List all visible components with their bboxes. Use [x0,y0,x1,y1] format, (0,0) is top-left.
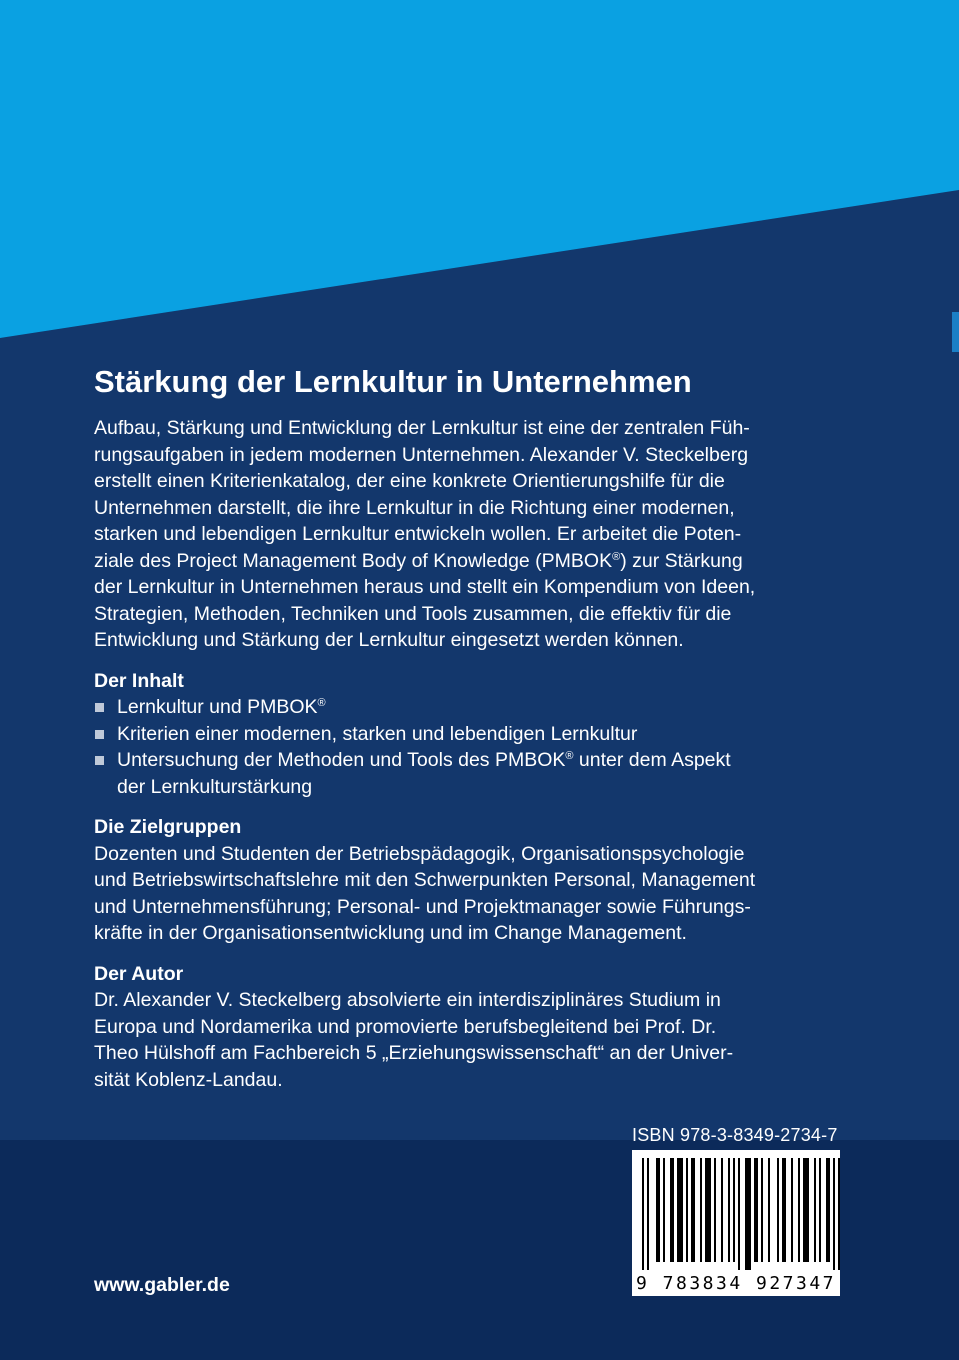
barcode-bar [777,1158,779,1262]
square-bullet-icon [95,703,104,712]
barcode-bar [686,1158,688,1262]
barcode-bar [745,1158,751,1270]
intro-paragraph: Aufbau, Stärkung und Entwicklung der Lernkultur ist eine der zentralen Füh- rungsaufgaben in jedem modernen Unternehmen. Alexander V. Steckelberg erstellt einen Kriterienkatalog, der eine konkrete Orientierungshilfe für die Unternehmen darstellt, die ihre Lernkultur in die Richtung einer modernen, starken und lebendigen Lernkultur entwickeln wollen. Er arbeitet die Poten- ziale des Project Management Body of Knowledge (PMBOK®) zur Stärkung der Lernkultur in Unternehmen heraus und stellt ein Kompendium von Ideen, Strategien, Methoden, Techniken und Tools zusammen, die effektiv für die Entwicklung und Stärkung der Lernkultur eingesetzt werden können. [94,417,756,651]
contents-list [94,694,864,800]
barcode-bar [700,1158,702,1262]
barcode-bar [761,1158,763,1262]
square-bullet-icon [95,730,104,739]
barcode-bar [782,1158,786,1262]
contents-section [94,668,864,801]
list-item: Lernkultur und PMBOK® [94,694,864,721]
contents-heading: Der Inhalt [94,669,184,692]
barcode-bar [721,1158,723,1262]
book-title: Stärkung der Lernkultur in Unternehmen [94,364,692,399]
barcode-bar [728,1158,730,1262]
barcode-bar [838,1158,840,1270]
isbn-barcode [632,1150,840,1296]
isbn-label: ISBN 978-3-8349-2734-7 [632,1125,838,1145]
barcode-bar [798,1158,800,1262]
barcode-bar [768,1158,770,1262]
barcode-bar [814,1158,816,1262]
barcode-bar [663,1158,665,1262]
barcode-bar [670,1158,674,1262]
barcode-digits: 9 783834 927347 [635,1273,837,1294]
barcode-bars [632,1150,840,1274]
registered-mark: ® [612,550,621,563]
barcode-bar [705,1158,711,1262]
barcode-bar [642,1158,644,1270]
target-groups-heading: Die Zielgruppen [94,816,242,838]
barcode-bar [691,1158,695,1262]
barcode-bar [677,1158,683,1262]
barcode-bar [647,1158,649,1270]
barcode-bar [803,1158,809,1262]
back-cover-text [94,362,864,1093]
barcode-bar [738,1158,740,1270]
barcode-bar [819,1158,821,1262]
barcode-bar [791,1158,793,1262]
barcode-bar [714,1158,716,1262]
list-item: Kriterien einer modernen, starken und lebendigen Lernkultur [94,721,864,748]
barcode-bar [833,1158,835,1270]
target-groups-section: Die Zielgruppen Dozenten und Studenten der Betriebspädagogik, Organisationspsychologie und Betriebswirtschaftslehre mit den Schwerpunkten Personal, Management und Unternehmensführung; Personal- und Projektmanager sowie Führungs- kräfte in der Organisationsentwicklung und im Change Management. [94,814,864,947]
barcode-bar [733,1158,735,1262]
square-bullet-icon [95,756,104,765]
barcode-bar [754,1158,758,1262]
barcode-bar [826,1158,830,1262]
author-section: Der Autor Dr. Alexander V. Steckelberg absolvierte ein interdisziplinäres Studium in Europa und Nordamerika und promovierte berufsbegleitend bei Prof. Dr. Theo Hülshoff am Fachbereich 5 „Erziehungswissenschaft“ an der Univer- sität Koblenz-Landau. [94,961,864,1094]
publisher-website[interactable]: www.gabler.de [94,1274,230,1296]
author-heading: Der Autor [94,962,184,985]
barcode-bar [656,1158,660,1262]
list-item: Untersuchung der Methoden und Tools des PMBOK® unter dem Aspekt der Lernkulturstärkung [94,747,864,800]
